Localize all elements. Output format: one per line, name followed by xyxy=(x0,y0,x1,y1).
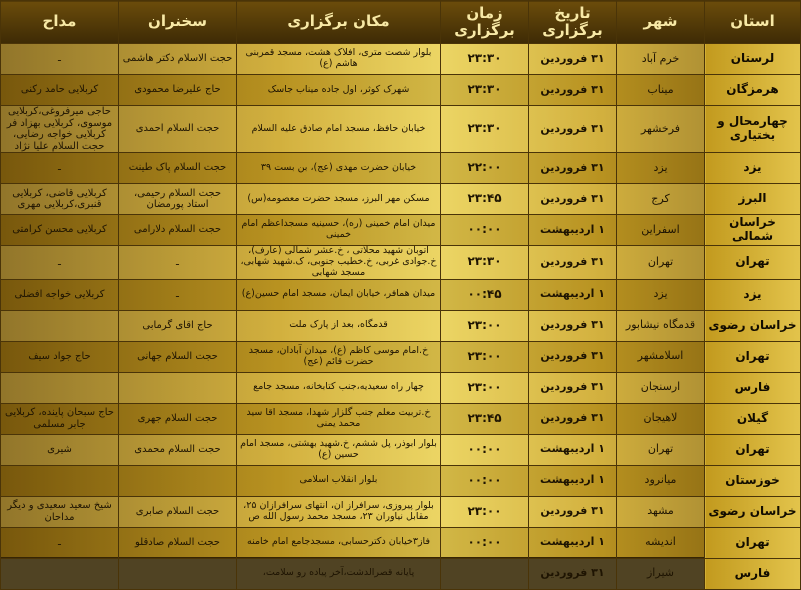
venue-cell: میدان امام خمینی (ره)، حسینیه مسجداعظم امام خمینی xyxy=(237,215,441,246)
header-row xyxy=(1,1,801,44)
venue-cell: چهار راه سعیدیه،جنب کتابخانه، مسجد جامع xyxy=(237,372,441,403)
city-cell: فرخشهر xyxy=(617,106,705,153)
venue-cell: اتوبان شهید محلاتی ، خ.عشر شمالی (عارف)، خ.جوادی غربی، خ.خطیب جنوبی، ک.شهید شهابی، مسجد شهابی xyxy=(237,246,441,280)
city-cell: ارسنجان xyxy=(617,372,705,403)
date-cell: ۱ اردیبهشت xyxy=(529,434,617,465)
venue-cell: بلوار شصت متری، افلاک هشت، مسجد قمربنی هاشم (ع) xyxy=(237,44,441,75)
venue-cell: قدمگاه، بعد از پارک ملت xyxy=(237,310,441,341)
speaker-cell: حاج علیرضا محمودی xyxy=(119,75,237,106)
table-row xyxy=(1,246,801,280)
header-province: استان xyxy=(705,1,801,44)
venue-cell: خیابان حافظ، مسجد امام صادق علیه السلام xyxy=(237,106,441,153)
venue-cell: خ.تربیت معلم جنب گلزار شهدا، مسجد اقا سید محمد یمنی xyxy=(237,403,441,434)
city-cell: لاهیجان xyxy=(617,403,705,434)
city-cell: قدمگاه نیشابور xyxy=(617,310,705,341)
speaker-cell: حجت السلام صادقلو xyxy=(119,527,237,558)
speaker-cell: ـ xyxy=(119,279,237,310)
city-cell: مشهد xyxy=(617,496,705,527)
table-row xyxy=(1,75,801,106)
province-cell: چهارمحال و بختیاری xyxy=(705,106,801,153)
province-cell: یزد xyxy=(705,153,801,184)
date-cell: ۳۱ فروردین xyxy=(529,558,617,589)
city-cell: میانرود xyxy=(617,465,705,496)
date-cell: ۳۱ فروردین xyxy=(529,246,617,280)
table-row xyxy=(1,44,801,75)
venue-cell: بلوار ابوذر، پل ششم، خ.شهید بهشتی، مسجد امام حسین (ع) xyxy=(237,434,441,465)
eulogist-cell xyxy=(1,465,119,496)
speaker-cell: حجت السلام جهانی xyxy=(119,341,237,372)
speaker-cell: حجت السلام جهری xyxy=(119,403,237,434)
table-row xyxy=(1,496,801,527)
province-cell: خراسان رضوی xyxy=(705,496,801,527)
province-cell: فارس xyxy=(705,372,801,403)
speaker-cell xyxy=(119,465,237,496)
date-cell: ۱ اردیبهشت xyxy=(529,527,617,558)
speaker-cell: حجت السلام احمدی xyxy=(119,106,237,153)
header-date: تاریخ برگزاری xyxy=(529,1,617,44)
time-cell: ۲۳:۳۰ xyxy=(441,44,529,75)
city-cell: اسفراین xyxy=(617,215,705,246)
date-cell: ۳۱ فروردین xyxy=(529,106,617,153)
province-cell: خراسان رضوی xyxy=(705,310,801,341)
province-cell: هرمزگان xyxy=(705,75,801,106)
province-cell: یزد xyxy=(705,279,801,310)
table-row xyxy=(1,403,801,434)
speaker-cell xyxy=(119,558,237,589)
table-row xyxy=(1,527,801,558)
date-cell: ۳۱ فروردین xyxy=(529,44,617,75)
speaker-cell: حاج اقای گرمابی xyxy=(119,310,237,341)
date-cell: ۳۱ فروردین xyxy=(529,310,617,341)
time-cell: ۰۰:۰۰ xyxy=(441,434,529,465)
province-cell: تهران xyxy=(705,341,801,372)
table-row xyxy=(1,434,801,465)
eulogist-cell: کربلایی محسن کرامتی xyxy=(1,215,119,246)
city-cell: تهران xyxy=(617,246,705,280)
table-row xyxy=(1,215,801,246)
province-cell: گیلان xyxy=(705,403,801,434)
eulogist-cell: ـ xyxy=(1,246,119,280)
speaker-cell: حجت السلام صابری xyxy=(119,496,237,527)
province-cell: فارس xyxy=(705,558,801,589)
time-cell: ۰۰:۰۰ xyxy=(441,465,529,496)
eulogist-cell: حاجی میرفروغی،کربلایی موسوی، کربلایی بهزاد فر کربلایی خواجه رضایی، حجت السلام علیا نژاد xyxy=(1,106,119,153)
eulogist-cell: حاج جواد سیف xyxy=(1,341,119,372)
header-city: شهر xyxy=(617,1,705,44)
table-row xyxy=(1,465,801,496)
table-row xyxy=(1,341,801,372)
speaker-cell: حجت السلام پاک طینت xyxy=(119,153,237,184)
eulogist-cell: حاج سبحان پاینده، کربلایی جابر مسلمی xyxy=(1,403,119,434)
venue-cell: شهرک کوثر، اول جاده میناب جاسک xyxy=(237,75,441,106)
table-row xyxy=(1,106,801,153)
speaker-cell: ـ xyxy=(119,246,237,280)
province-cell: خوزستان xyxy=(705,465,801,496)
date-cell: ۱ اردیبهشت xyxy=(529,215,617,246)
table-row xyxy=(1,558,801,589)
date-cell: ۳۱ فروردین xyxy=(529,75,617,106)
date-cell: ۱ اردیبهشت xyxy=(529,465,617,496)
date-cell: ۳۱ فروردین xyxy=(529,496,617,527)
city-cell: یزد xyxy=(617,279,705,310)
province-cell: البرز xyxy=(705,184,801,215)
eulogist-cell xyxy=(1,310,119,341)
eulogist-cell: ـ xyxy=(1,527,119,558)
speaker-cell: حجت السلام رحیمی، استاد پورمضان xyxy=(119,184,237,215)
venue-cell: فاز۳خیابان دکترحسابی، مسجدجامع امام خامنه xyxy=(237,527,441,558)
venue-cell: بلوار پیروزی، سرافراز ان، انتهای سرافرازان ۲۵، مقابل نیاوران ۲۳، مسجد محمد رسول الله ص xyxy=(237,496,441,527)
venue-cell: بلوار انقلاب اسلامی xyxy=(237,465,441,496)
speaker-cell xyxy=(119,372,237,403)
eulogist-cell xyxy=(1,558,119,589)
province-cell: تهران xyxy=(705,434,801,465)
province-cell: تهران xyxy=(705,527,801,558)
time-cell: ۲۳:۳۰ xyxy=(441,106,529,153)
city-cell: خرم آباد xyxy=(617,44,705,75)
time-cell: ۲۳:۴۵ xyxy=(441,403,529,434)
eulogist-cell: شیری xyxy=(1,434,119,465)
date-cell: ۳۱ فروردین xyxy=(529,372,617,403)
header-time: زمان برگزاری xyxy=(441,1,529,44)
date-cell: ۳۱ فروردین xyxy=(529,153,617,184)
table-row xyxy=(1,279,801,310)
time-cell: ۲۳:۰۰ xyxy=(441,496,529,527)
city-cell: تهران xyxy=(617,434,705,465)
time-cell: ۲۳:۰۰ xyxy=(441,341,529,372)
header-venue: مکان برگزاری xyxy=(237,1,441,44)
venue-cell: پایانه قصرالدشت،آخر پیاده رو سلامت، xyxy=(237,558,441,589)
table-row xyxy=(1,372,801,403)
time-cell: ۰۰:۴۵ xyxy=(441,279,529,310)
table-row xyxy=(1,310,801,341)
city-cell: اسلامشهر xyxy=(617,341,705,372)
province-cell: لرستان xyxy=(705,44,801,75)
date-cell: ۱ اردیبهشت xyxy=(529,279,617,310)
speaker-cell: حجت السلام محمدی xyxy=(119,434,237,465)
venue-cell: میدان همافر، خیابان ایمان، مسجد امام حسین(ع) xyxy=(237,279,441,310)
eulogist-cell xyxy=(1,372,119,403)
province-cell: تهران xyxy=(705,246,801,280)
province-cell: خراسان شمالی xyxy=(705,215,801,246)
eulogist-cell: شیخ سعید سعیدی و دیگر مداحان xyxy=(1,496,119,527)
date-cell: ۳۱ فروردین xyxy=(529,341,617,372)
eulogist-cell: ـ xyxy=(1,153,119,184)
time-cell xyxy=(441,558,529,589)
time-cell: ۲۲:۰۰ xyxy=(441,153,529,184)
eulogist-cell: کربلایی حامد رکنی xyxy=(1,75,119,106)
time-cell: ۰۰:۰۰ xyxy=(441,527,529,558)
header-eulogist: مداح xyxy=(1,1,119,44)
city-cell: میناب xyxy=(617,75,705,106)
city-cell: شیراز xyxy=(617,558,705,589)
speaker-cell: حجت السلام دلارامی xyxy=(119,215,237,246)
city-cell: یزد xyxy=(617,153,705,184)
date-cell: ۳۱ فروردین xyxy=(529,403,617,434)
time-cell: ۲۳:۳۰ xyxy=(441,75,529,106)
time-cell: ۰۰:۰۰ xyxy=(441,215,529,246)
time-cell: ۲۳:۰۰ xyxy=(441,372,529,403)
eulogist-cell: ـ xyxy=(1,44,119,75)
header-speaker: سخنران xyxy=(119,1,237,44)
table-row xyxy=(1,184,801,215)
time-cell: ۲۳:۴۵ xyxy=(441,184,529,215)
city-cell: اندیشه xyxy=(617,527,705,558)
speaker-cell: حجت الاسلام دکتر هاشمی xyxy=(119,44,237,75)
venue-cell: خیابان حضرت مهدی (عج)، بن بست ۳۹ xyxy=(237,153,441,184)
time-cell: ۲۳:۳۰ xyxy=(441,246,529,280)
eulogist-cell: کربلایی قاضی، کربلایی قنبری،کربلایی مهری xyxy=(1,184,119,215)
table-row xyxy=(1,153,801,184)
eulogist-cell: کربلایی خواجه افضلی xyxy=(1,279,119,310)
date-cell: ۳۱ فروردین xyxy=(529,184,617,215)
time-cell: ۲۳:۰۰ xyxy=(441,310,529,341)
venue-cell: مسکن مهر البرز، مسجد حضرت معصومه(س) xyxy=(237,184,441,215)
table-body xyxy=(1,44,801,590)
venue-cell: خ.امام موسی کاظم (ع)، میدان آبادان، مسجد حضرت قائم (عج) xyxy=(237,341,441,372)
city-cell: کرج xyxy=(617,184,705,215)
